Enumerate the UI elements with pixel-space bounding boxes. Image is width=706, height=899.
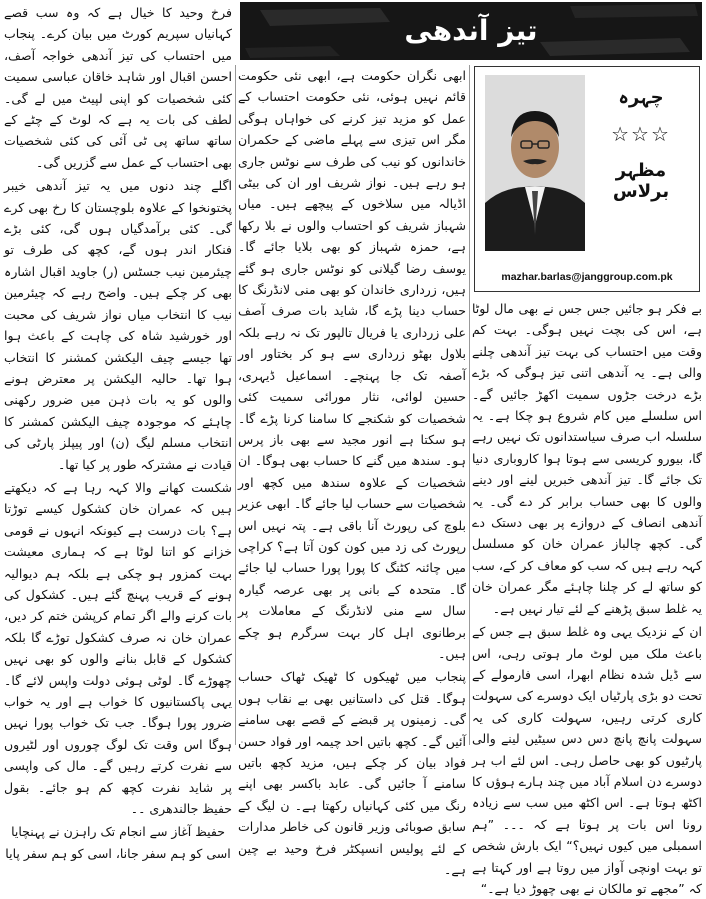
paragraph: پنجاب میں ٹھیکوں کا ٹھیک ٹھاک حساب ہوگا۔ قتل کی داستانیں بھی بے نقاب ہوں گی۔ زمینوں پر قبضے کے قصے بھی سامنے آئیں گے۔ کچھ باتیں احد چیمہ اور فواد حسن فواد بیان کر چکے ہیں، مزید کچھ باتیں سامنے آ جائیں گی۔ عابد باکسر بھی اپنے رنگ میں کئی کہانیاں رکھتا ہے۔ ن لیگ کے سابق صوبائی وزیر قانون کی خاطر مدارات کے لئے پولیس انسپکٹر فرخ وحید بے چین ہے۔ bbox=[238, 669, 466, 878]
author-photo bbox=[485, 75, 585, 251]
article-column-left bbox=[4, 2, 232, 861]
column-name: چہرہ bbox=[618, 87, 664, 108]
paragraph: ان کے نزدیک یہی وہ غلط سبق ہے جس کے باعث ملک میں لوٹ مار ہوتی رہی، اس سے ڈیل شدہ نظام ابھرا، اسی فارمولے کے تحت دو بڑی پارٹیاں ایک دوسرے کی سہولت کاری کرتی رہیں، سہولت کاری کی یہ سہولت پانچ پانچ دس دس سیٹیں لینے والی پارٹیوں کو بھی حاصل رہی۔ اس لئے اب ہر دوسرے دن اسلام آباد میں چند ہارے ہوؤں کا اکٹھ ہوتا ہے۔ اس اکٹھ میں سب سے زیادہ رونا اس بات پر ہوتا ہے کہ ۔۔۔ ”ہم اسمبلی میں کیوں نہیں؟“ ایک بارش شخص تو بہت اونچی آواز میں روتا ہے اور کہتا ہے کہ ”مجھے تو مالکان نے بھی چھوڑ دیا ہے۔“ bbox=[472, 624, 702, 896]
star-icon: ☆☆☆ bbox=[611, 122, 671, 146]
author-info bbox=[591, 87, 691, 202]
author-name: مظہر برلاس bbox=[612, 160, 670, 202]
title-banner bbox=[240, 2, 702, 60]
paragraph: فرخ وحید کا خیال ہے کہ وہ سب قصے کہانیاں سپریم کورٹ میں بیان کرے۔ پنجاب میں احتساب کی تیز آندھی خواجہ آصف، احسن اقبال اور شاہد خاقان عباسی سمیت کئی شخصیات کو اپنی لپیٹ میں لے گی۔ لطف کی بات یہ ہے کہ لوٹ کے چٹے کے ساتھ ساتھ پی ٹی آئی کی کئی شخصیات بھی احتساب کے عمل سے گزریں گی۔ bbox=[4, 5, 232, 170]
author-email[interactable]: mazhar.barlas@janggroup.com.pk bbox=[501, 271, 673, 283]
poem-line-2: اسی کو ہم سفر جانا، اسی کو ہم سفر پایا bbox=[5, 845, 231, 861]
page-title: تیز آندھی bbox=[404, 14, 538, 47]
column-divider bbox=[469, 65, 470, 745]
paragraph: بے فکر ہو جائیں جس جس نے بھی مال لوٹا ہے، اس کی بچت نہیں ہوگی۔ بہت کم وقت میں احتساب کی بہت تیز آندھی چلنے والی ہے۔ یہ آندھی اتنی تیز ہوگی کہ بڑے بڑے درخت جڑوں سمیت اکھڑ جائیں گے۔ اس سلسلے میں کام شروع ہو چکا ہے۔ یہ سلسلہ اب صرف سیاستدانوں تک نہیں رہے گا، بیورو کریسی سے ہوتا ہوا کاروباری دنیا تک جائے گا۔ تیز آندھی خبریں لینے اور دینے والوں کا بھی حساب برابر کر دے گی۔ یہ آندھی انصاف کے دروازے پر بھی دستک دے گی۔ کچھ چالباز عمران خان کو مسلسل کہہ رہے ہیں کہ سب کو معاف کر کے، سب کو ساتھ لے کر چلنا چاہئے مگر عمران خان یہ غلط سبق پڑھنے کے لئے تیار نہیں ہے۔ bbox=[472, 301, 702, 616]
paragraph: شکست کھانے والا کہہ رہا ہے کہ دیکھتے ہیں کہ عمران خان کشکول کیسے توڑتا ہے؟ بات درست ہے کیونکہ انہوں نے قومی خزانے کو اتنا لوٹا ہے کہ ہماری معیشت بہت کمزور ہو چکی ہے بلکہ ہم دیوالیہ ہونے کے قریب پہنچ گئے ہیں۔ کشکول کی بات کرنے والے اگر تمام کرپشن ختم کر دیں، عمران خان نہ صرف کشکول توڑے گا بلکہ کشکول کے قابل بنانے والوں کو بھی نہیں چھوڑے گا۔ لوٹی ہوئی دولت واپس لائے گا۔ یہی پاکستانیوں کا خواب ہے اور یہ خواب ضرور پورا ہوگا۔ جب تک خواب پورا نہیں ہوگا اس وقت تک لوگ چوروں اور لٹیروں سے نفرت کرتے رہیں گے۔ مال کی واپسی پر شاید نفرت کچھ کم ہو جائے۔ بقول حفیظ جالندھری ۔۔ bbox=[4, 479, 232, 817]
author-box bbox=[474, 66, 700, 292]
poem-line-1: حفیظ آغاز سے انجام تک راہزن نے پہنچایا bbox=[11, 824, 225, 840]
paragraph: ابھی نگران حکومت ہے، ابھی نئی حکومت قائم نہیں ہوئی، نئی حکومت احتساب کے عمل کو مزید تیز کرنے کی خواہاں ہوگی مگر اس تیزی سے پہلے ماضی کے حکمران خاندانوں کو نیب کی طرف سے نوٹس جاری ہو رہے ہیں۔ نواز شریف اور ان کی بیٹی اڈیالہ میں سلاخوں کے پیچھے ہیں۔ میاں شہباز شریف کو احتساب والوں نے بلا رکھا ہے، حمزہ شہباز کو بھی بلایا جائے گا۔ یوسف رضا گیلانی کو نوٹس جاری ہو گئے ہیں، زرداری خاندان کو بھی منی لانڈرنگ کا حساب دینا پڑے گا، شاید بات صرف آصف علی زرداری یا فریال تالپور تک نہ رہے بلکہ بلاول بھٹو زرداری سے ہو کر بختاور اور آصفہ تک جا پہنچے۔ اسماعیل ڈیہری، حسین لوائی، نثار مورائی سمیت کئی شخصیات کو شکنجے کا سامنا کرنا پڑے گا۔ ہو سکتا ہے انور مجید سے بھی باز پرس ہو۔ سندھ میں گنے کا حساب بھی ہوگا۔ ان شخصیات کے علاوہ سندھ میں کچھ اور شخصیات سے حساب لیا جائے گا۔ ابھی عزیر بلوچ کی رپورٹ آنا باقی ہے۔ پتہ نہیں اس رپورٹ کی زد میں کون کون آتا ہے؟ کراچی میں چائنہ کٹنگ کا پورا پورا حساب لیا جائے گا۔ متحدہ کے بانی پر بھی عرصہ گیارہ سال سے منی لانڈرنگ کے معاملات پر برطانوی اہل کار بہت سرگرم ہو چکے ہیں۔ bbox=[238, 68, 466, 661]
article-column-middle bbox=[238, 65, 466, 878]
article-column-right bbox=[472, 298, 702, 896]
column-divider bbox=[235, 65, 236, 745]
paragraph: اگلے چند دنوں میں یہ تیز آندھی خیبر پختونخوا کے علاوہ بلوچستان کا رخ بھی کرے گی۔ کئی برآمدگیاں ہوں گی، کئی بڑے فنکار اندر ہوں گے، کچھ کی طرف تو چیئرمین نیب جسٹس (ر) جاوید اقبال اشارہ بھی کر چکے ہیں۔ واضح رہے کہ چیئرمین نیب کا انتخاب میاں نواز شریف کی محبت اور خورشید شاہ کی چاہت کے باعث ہوا تھا جیسے چیف الیکشن کمشنر کا انتخاب ہوا تھا۔ حالیہ الیکشن پر معترض ہونے والوں کو یہ بات ذہن میں ضرور رکھنی چاہئے کہ موجودہ چیف الیکشن کمشنر کا انتخاب مسلم لیگ (ن) اور پیپلز پارٹی کی قیادت نے مشترکہ طور پر کیا تھا۔ bbox=[4, 178, 232, 472]
